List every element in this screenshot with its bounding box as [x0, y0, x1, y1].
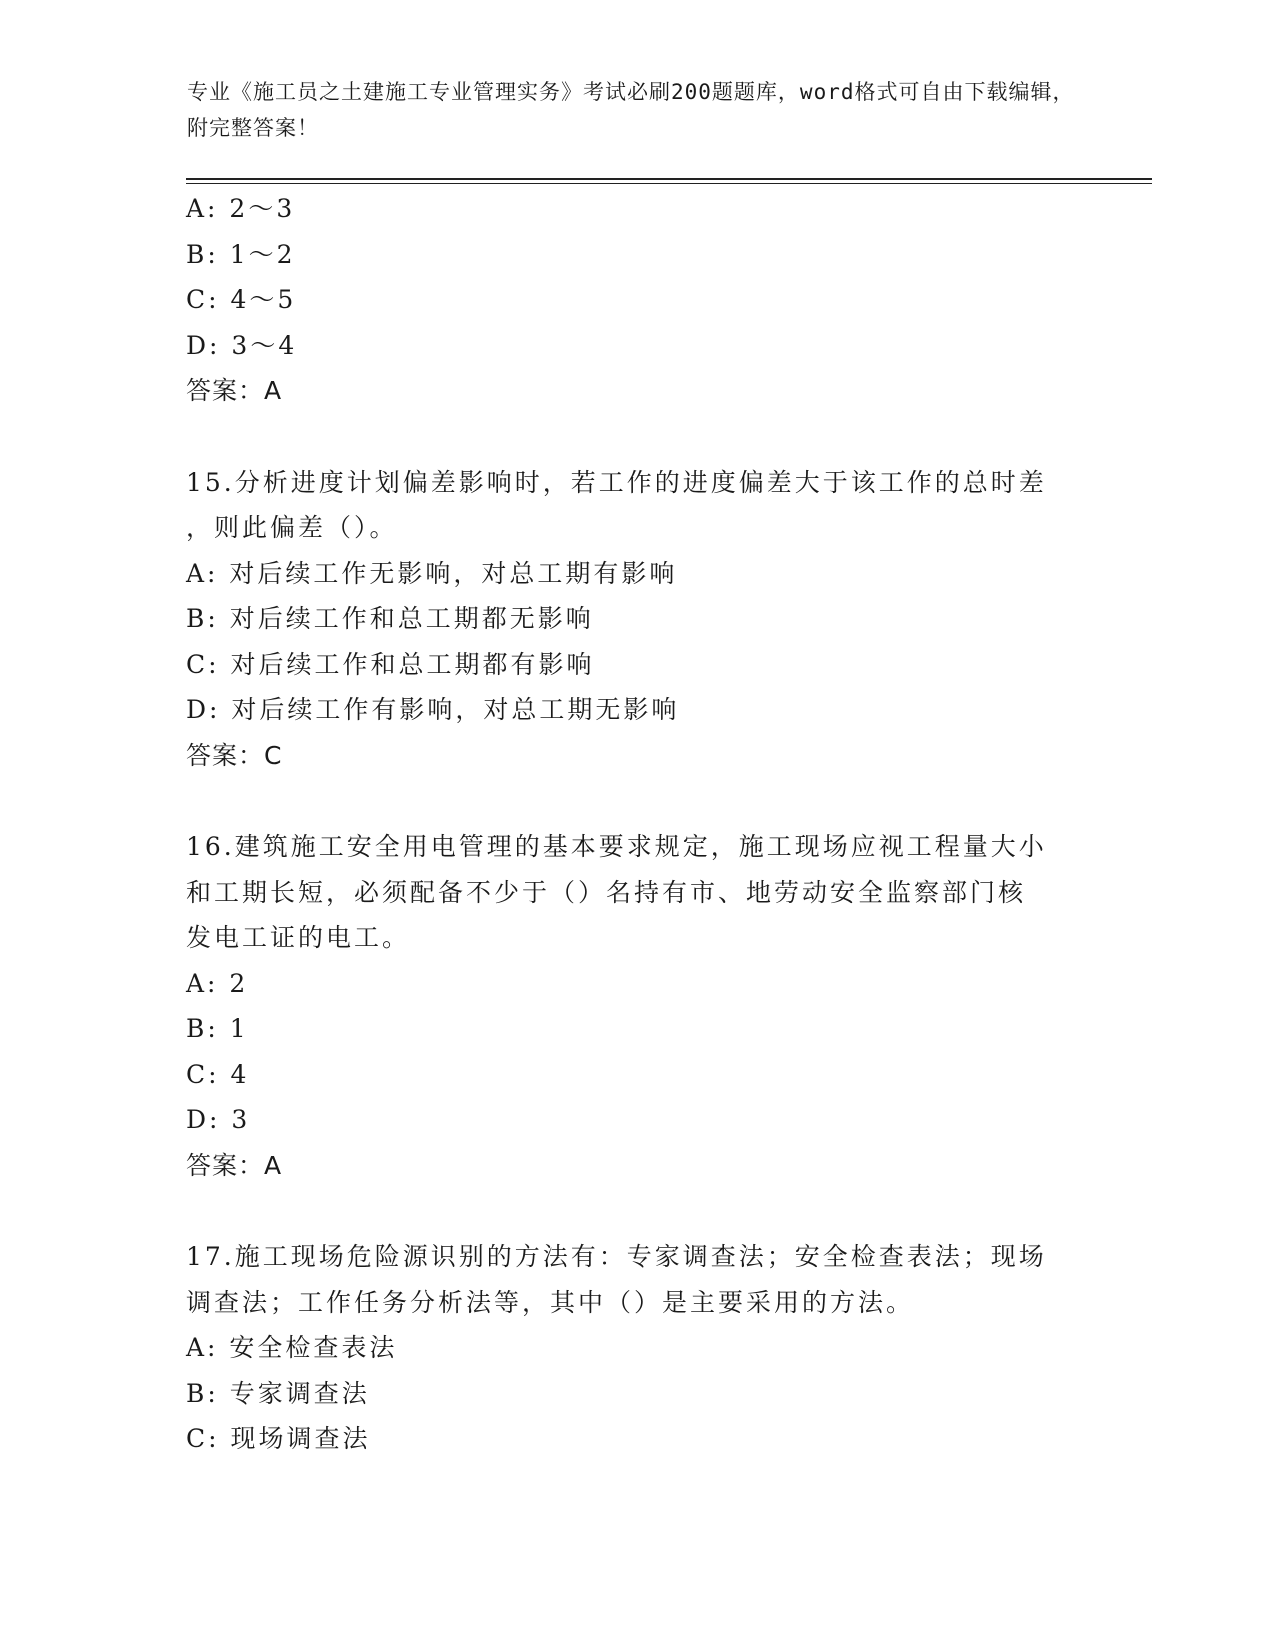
header-rule-thin — [186, 183, 1152, 184]
question-stem-line: 16.建筑施工安全用电管理的基本要求规定，施工现场应视工程量大小 — [186, 832, 1047, 861]
question-stem-line: 17.施工现场危险源识别的方法有：专家调查法；安全检查表法；现场 — [186, 1242, 1047, 1271]
option-c: C: 现场调查法 — [186, 1424, 371, 1453]
question-stem-line: 调查法；工作任务分析法等，其中（）是主要采用的方法。 — [186, 1287, 915, 1317]
question-stem-line: 15.分析进度计划偏差影响时，若工作的进度偏差大于该工作的总时差 — [186, 467, 1047, 497]
answer-line: 答案：A — [186, 376, 283, 405]
question-stem-line: 和工期长短，必须配备不少于（）名持有市、地劳动安全监察部门核 — [186, 877, 1027, 907]
option-a: A: 2 — [186, 968, 249, 998]
header-rule-thick — [186, 178, 1152, 180]
option-b: B: 专家调查法 — [186, 1378, 370, 1408]
spacer — [186, 778, 1086, 824]
option-c: C: 4 — [186, 1059, 250, 1089]
document-body — [186, 186, 1086, 1462]
option-b: B: 对后续工作和总工期都无影响 — [186, 604, 594, 633]
option-d: D: 3～4 — [186, 330, 298, 360]
question-stem-line: ，则此偏差（）。 — [186, 513, 398, 542]
question-17 — [186, 1234, 1086, 1462]
question-16 — [186, 824, 1086, 1188]
option-c: C: 4～5 — [186, 285, 297, 314]
option-a: A: 安全检查表法 — [186, 1333, 398, 1362]
answer-line: 答案：A — [186, 1150, 283, 1180]
option-b: B: 1～2 — [186, 239, 296, 269]
spacer — [186, 1188, 1086, 1234]
option-b: B: 1 — [186, 1014, 249, 1043]
question-stem-line: 发电工证的电工。 — [186, 923, 411, 952]
question-14-partial — [186, 186, 1086, 414]
option-d: D: 3 — [186, 1105, 251, 1134]
answer-line: 答案：C — [186, 740, 283, 770]
option-a: A: 2～3 — [186, 194, 296, 223]
question-15 — [186, 460, 1086, 779]
spacer — [186, 414, 1086, 460]
option-a: A: 对后续工作无影响，对总工期有影响 — [186, 558, 678, 588]
option-c: C: 对后续工作和总工期都有影响 — [186, 649, 595, 679]
document-header: 专业《施工员之土建施工专业管理实务》考试必刷200题题库，word格式可自由下载编辑，附完整答案！ — [187, 80, 1075, 140]
option-d: D: 对后续工作有影响，对总工期无影响 — [186, 695, 680, 724]
